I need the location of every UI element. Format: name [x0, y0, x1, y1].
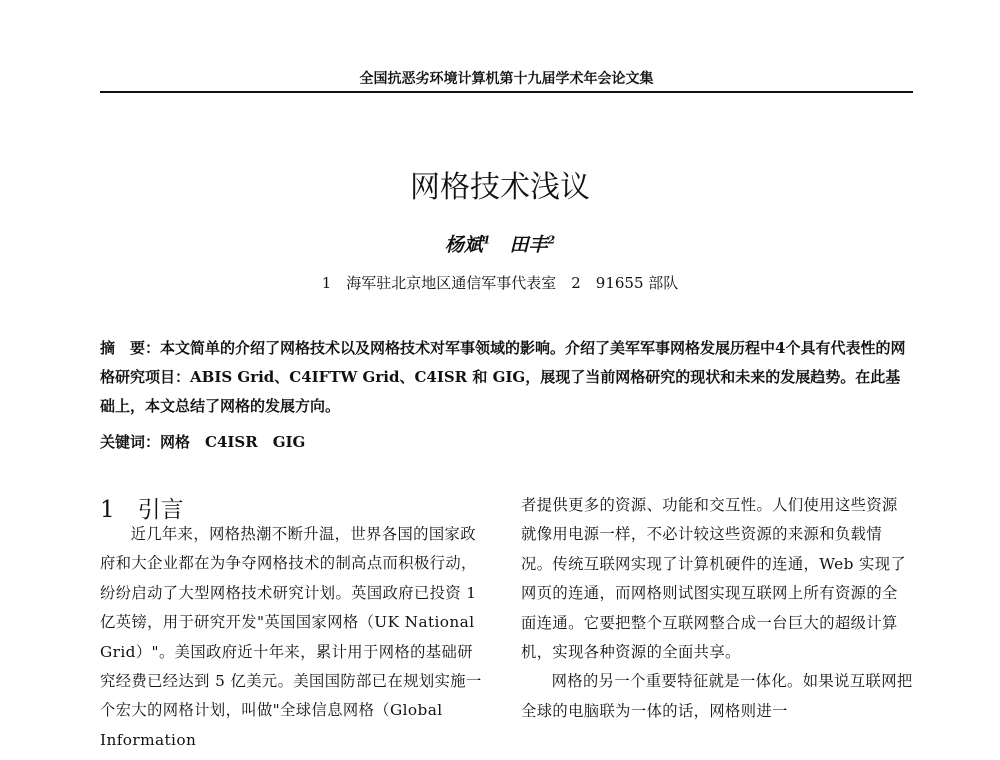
- author-affiliation-mark: 1: [482, 233, 491, 247]
- abstract-label: 摘 要：: [100, 339, 161, 357]
- keywords-label: 关键词：: [100, 433, 161, 451]
- running-header: 全国抗恶劣环境计算机第十九届学术年会论文集: [359, 71, 654, 87]
- keywords-line: [100, 431, 913, 452]
- section-heading: 1 引言: [100, 497, 184, 523]
- abstract-text: 本文简单的介绍了网格技术以及网格技术对军事领域的影响。介绍了美军军事网格发展历程中4个具有代表性的网格研究项目：ABIS Grid、C4IFTW Grid、C4ISR 和 GIG，展现了当前网格研究的现状和未来的发展趋势。在此基础上，本文总结了网格的发展方向。: [100, 339, 906, 415]
- left-column: [100, 520, 488, 755]
- abstract: [100, 334, 913, 421]
- affiliations: 1 海军驻北京地区通信军事代表室 2 91655 部队: [321, 274, 679, 292]
- paragraph: 近几年来，网格热潮不断升温，世界各国的国家政府和大企业都在为争夺网格技术的制高点而积极行动，纷纷启动了大型网格技术研究计划。英国政府已投资 1 亿英镑，用于研究开发"英国国家网格（UK National Grid）"。美国政府近十年来，累计用于网格的基础研究经费已经达到 5 亿美元。美国国防部已在规划实施一个宏大的网格计划，叫做"全球信息网格（Global Information: [100, 525, 482, 749]
- author-affiliation-mark: 2: [547, 233, 556, 247]
- keywords: 网格 C4ISR GIG: [160, 433, 306, 451]
- author-line: [0, 230, 1000, 257]
- paragraph: 者提供更多的资源、功能和交互性。人们使用这些资源就像用电源一样，不必计较这些资源的来源和负载情况。传统互联网实现了计算机硬件的连通，Web 实现了网页的连通，而网格则试图实现互联网上所有资源的全面连通。它要把整个互联网整合成一台巨大的超级计算机，实现各种资源的全面共享。: [521, 496, 907, 662]
- right-column: [521, 491, 913, 726]
- paragraph: 网格的另一个重要特征就是一体化。如果说互联网把全球的电脑联为一体的话，网格则进一: [521, 672, 913, 720]
- header-rule: [100, 91, 913, 93]
- paper-title: 网格技术浅议: [410, 170, 590, 205]
- author-name: 田丰: [509, 234, 548, 256]
- author-name: 杨斌: [444, 234, 483, 256]
